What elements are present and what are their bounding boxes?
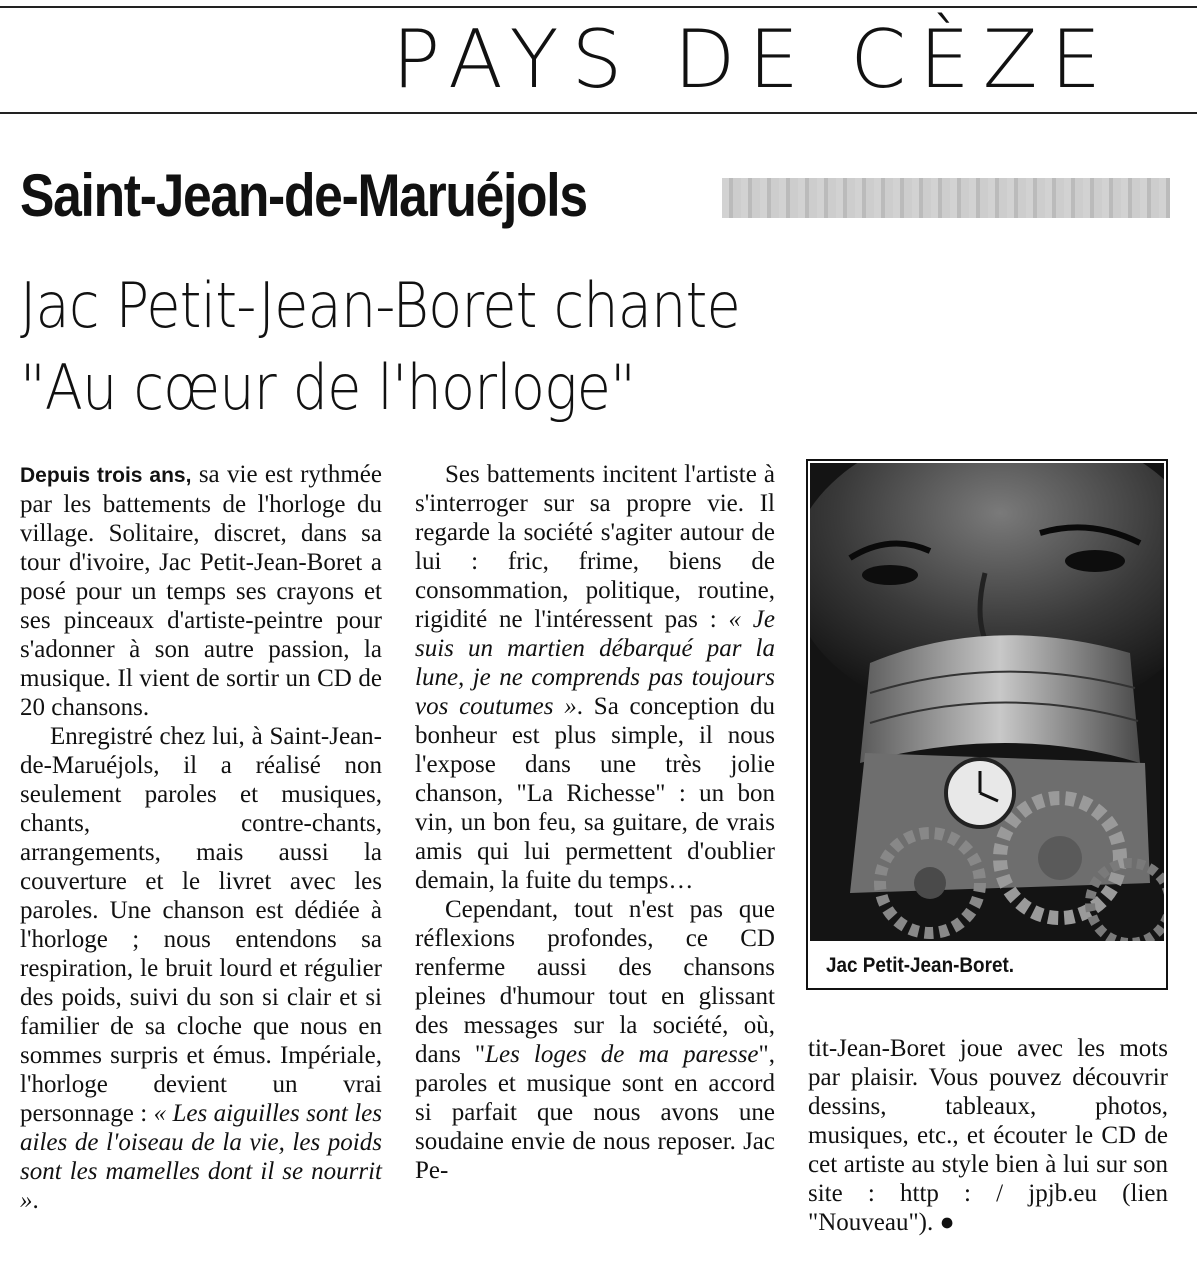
section-bottom-rule (0, 112, 1197, 114)
article-column-3 (808, 1034, 1168, 1237)
photo-caption: Jac Petit-Jean-Boret. (826, 954, 1015, 977)
headline (20, 265, 740, 429)
headline-line-2: "Au cœur de l'horloge" (20, 351, 635, 424)
photo-box (806, 459, 1168, 990)
article-paragraph-2: Enregistré chez lui, à Saint-Jean-de-Maruéjols, il a réalisé non seulement paroles et musiques, chants, contre-chants, arrangements, mais aussi la couverture et le livret avec les paroles. Une chanson est dédiée à l'horloge ; nous entendons sa respiration, le bruit lourd et régulier des poids, suivi du son si clair et si familier de sa cloche que nous en sommes surpris et émus. Impériale, l'horloge devient un vrai personnage : « Les aiguilles sont les ailes de l'oiseau de la vie, les poids sont les mamelles dont il se nourrit ». (20, 723, 382, 1214)
article-lead: Depuis trois ans, (20, 464, 192, 487)
article-paragraph-3: Ses battements incitent l'artiste à s'interroger sur sa propre vie. Il regarde la société s'agiter autour de lui : fric, frime, biens de consommation, politique, routine, rigidité ne l'intéressent pas : « Je suis un martien débarqué par la lune, je ne comprends pas toujours vos coutumes ». Sa conception du bonheur est plus simple, il nous l'expose dans une très jolie chanson, "La Richesse" : un bon vin, un bon feu, sa guitare, de vrais amis qui lui permettent d'oublier demain, la fuite du temps… (415, 461, 775, 894)
section-title: PAYS DE CÈZE (392, 13, 1115, 106)
portrait-photo (810, 463, 1164, 941)
article-column-2 (415, 460, 775, 1185)
article-paragraph-4: Cependant, tout n'est pas que réflexions profondes, ce CD renferme aussi des chansons pleines d'humour tout en glissant des messages sur la société, où, dans "Les loges de ma paresse", paroles et musique sont en accord si parfait que nous avons une soudaine envie de nous reposer. Jac Pe- (415, 896, 775, 1184)
clock-tower-illustration (810, 463, 1164, 941)
song-title-loges: Les loges de ma paresse (485, 1041, 759, 1068)
article-column-1 (20, 460, 382, 1215)
location-decorative-bar (722, 178, 1170, 218)
headline-line-1: Jac Petit-Jean-Boret chante (20, 269, 740, 342)
article-paragraph-5: tit-Jean-Boret joue avec les mots par plaisir. Vous pouvez découvrir dessins, tableaux, photos, musiques, etc., et écouter le CD de cet artiste au style bien à lui sur son site : http : / jpjb.eu (lien "Nouveau"). ● (808, 1035, 1168, 1236)
location-heading: Saint-Jean-de-Maruéjols (20, 162, 587, 229)
article-quote-martian: « Je suis un martien débarqué par la lune, je ne comprends pas toujours vos coutumes » (415, 606, 775, 720)
article-paragraph-1: Depuis trois ans, sa vie est rythmée par les battements de l'horloge du village. Solitaire, discret, dans sa tour d'ivoire, Jac Petit-Jean-Boret a posé pour un temps ses crayons et ses pinceaux d'artiste-peintre pour s'adonner à son autre passion, la musique. Il vient de sortir un CD de 20 chansons. (20, 461, 382, 721)
article-quote-clock: « Les aiguilles sont les ailes de l'oiseau de la vie, les poids sont les mamelles dont il se nourrit » (20, 1100, 382, 1214)
